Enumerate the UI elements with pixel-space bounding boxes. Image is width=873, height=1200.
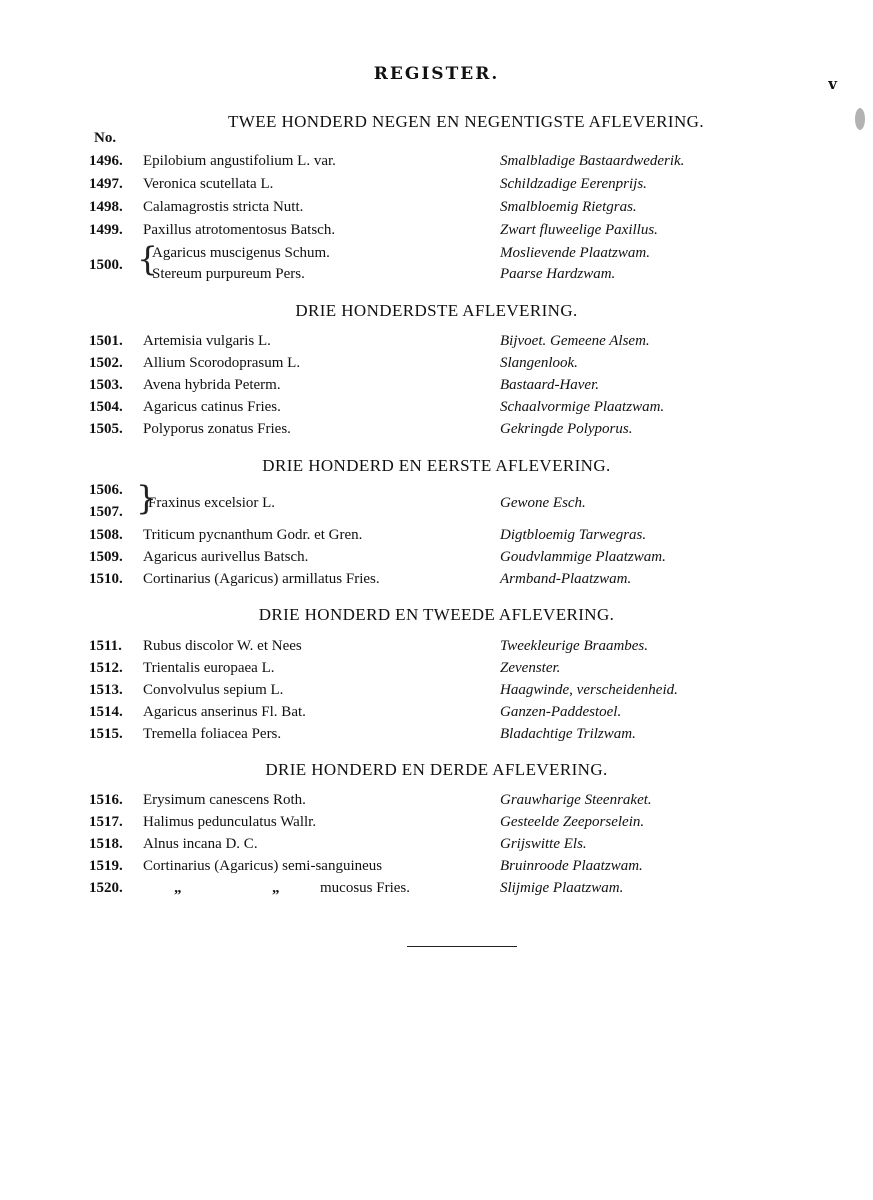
latin-name: Erysimum canescens Roth. [143, 792, 306, 808]
brace-icon: { [136, 478, 157, 517]
latin-name: Trientalis europaea L. [143, 660, 275, 676]
register-entry [0, 836, 873, 859]
latin-name: mucosus Fries. [320, 880, 410, 896]
latin-name: Cortinarius (Agaricus) armillatus Fries. [143, 571, 380, 587]
entry-number: 1519. [89, 858, 123, 874]
entry-number: 1500. [89, 257, 123, 273]
dutch-name: Bladachtige Trilzwam. [500, 726, 636, 742]
dutch-name: Slijmige Plaatzwam. [500, 880, 624, 896]
dutch-name: Gekringde Polyporus. [500, 421, 633, 437]
entry-number: 1496. [89, 153, 123, 169]
register-entry [0, 880, 873, 903]
dutch-name: Gewone Esch. [500, 495, 586, 511]
latin-name: Polyporus zonatus Fries. [143, 421, 291, 437]
latin-name: Calamagrostis stricta Nutt. [143, 199, 304, 215]
entry-number: 1515. [89, 726, 123, 742]
register-entry [0, 571, 873, 594]
latin-name: Avena hybrida Peterm. [143, 377, 281, 393]
entry-number: 1513. [89, 682, 123, 698]
latin-name: Agaricus muscigenus Schum. [152, 245, 330, 261]
section-heading: DRIE HONDERD EN EERSTE AFLEVERING. [262, 456, 611, 475]
register-entry [0, 549, 873, 572]
entry-number: 1511. [89, 638, 122, 654]
entry-number: 1518. [89, 836, 123, 852]
latin-name: Paxillus atrotomentosus Batsch. [143, 222, 336, 238]
ditto-mark: „ [272, 880, 280, 896]
latin-name: Agaricus catinus Fries. [143, 399, 281, 415]
register-entry [0, 682, 873, 705]
register-entry [0, 814, 873, 837]
register-entry [0, 858, 873, 881]
dutch-name: Schaalvormige Plaatzwam. [500, 399, 665, 415]
register-entry [0, 638, 873, 661]
latin-name: Allium Scorodoprasum L. [143, 355, 301, 371]
entry-number: 1505. [89, 421, 123, 437]
dutch-name: Bruinroode Plaatzwam. [500, 858, 643, 874]
entry-number: 1506. [89, 482, 123, 498]
dutch-name: Slangenlook. [500, 355, 578, 371]
latin-name: Veronica scutellata L. [143, 176, 274, 192]
latin-name: Rubus discolor W. et Nees [143, 638, 302, 654]
entry-number: 1502. [89, 355, 123, 371]
scan-speck [855, 108, 865, 130]
entry-number: 1517. [89, 814, 123, 830]
entry-number: 1507. [89, 504, 123, 520]
latin-name: Epilobium angustifolium L. var. [143, 153, 336, 169]
entry-number: 1512. [89, 660, 123, 676]
dutch-name: Haagwinde, verscheidenheid. [500, 682, 678, 698]
register-entry [0, 153, 873, 176]
dutch-name: Smalbloemig Rietgras. [500, 199, 637, 215]
ditto-mark: „ [174, 880, 182, 896]
section-heading: DRIE HONDERD EN TWEEDE AFLEVERING. [258, 605, 615, 624]
register-entry [0, 399, 873, 422]
latin-name: Stereum purpureum Pers. [152, 266, 305, 282]
entry-number: 1514. [89, 704, 123, 720]
register-entry [0, 266, 873, 289]
register-entry [0, 660, 873, 683]
register-entry [0, 245, 873, 268]
dutch-name: Smalbladige Bastaardwederik. [500, 153, 685, 169]
dutch-name: Digtbloemig Tarwegras. [500, 527, 647, 543]
dutch-name: Ganzen-Paddestoel. [500, 704, 622, 720]
latin-name: Halimus pedunculatus Wallr. [143, 814, 317, 830]
entry-number: 1510. [89, 571, 123, 587]
register-entry [0, 377, 873, 400]
entry-number: 1508. [89, 527, 123, 543]
latin-name: Agaricus aurivellus Batsch. [143, 549, 309, 565]
entry-number: 1516. [89, 792, 123, 808]
entry-number: 1498. [89, 199, 123, 215]
dutch-name: Bijvoet. Gemeene Alsem. [500, 333, 650, 349]
dutch-name: Zevenster. [500, 660, 561, 676]
entry-number: 1503. [89, 377, 123, 393]
section-heading: DRIE HONDERD EN DERDE AFLEVERING. [265, 760, 608, 779]
register-entry [0, 199, 873, 222]
dutch-name: Bastaard-Haver. [500, 377, 600, 393]
dutch-name: Tweekleurige Braambes. [500, 638, 649, 654]
register-entry [0, 222, 873, 245]
latin-name: Alnus incana D. C. [143, 836, 258, 852]
section-heading: DRIE HONDERDSTE AFLEVERING. [295, 301, 578, 320]
dutch-name: Grijswitte Els. [500, 836, 587, 852]
dutch-name: Gesteelde Zeeporselein. [500, 814, 645, 830]
register-entry [0, 704, 873, 727]
page-title: REGISTER. [373, 64, 500, 84]
register-entry [0, 792, 873, 815]
latin-name: Agaricus anserinus Fl. Bat. [143, 704, 306, 720]
register-entry [0, 355, 873, 378]
latin-name: Cortinarius (Agaricus) semi-sanguineus [143, 858, 383, 874]
brace-icon: { [137, 239, 158, 278]
entry-number: 1499. [89, 222, 123, 238]
register-entry [0, 176, 873, 199]
entry-number: 1509. [89, 549, 123, 565]
register-entry [0, 333, 873, 356]
entry-number: 1504. [89, 399, 123, 415]
dutch-name: Moslievende Plaatzwam. [500, 245, 650, 261]
latin-name: Fraxinus excelsior L. [148, 495, 276, 511]
register-entry [0, 726, 873, 749]
register-entry [0, 527, 873, 550]
dutch-name: Zwart fluweelige Paxillus. [500, 222, 658, 238]
entry-number: 1497. [89, 176, 123, 192]
latin-name: Tremella foliacea Pers. [143, 726, 282, 742]
register-entry [0, 421, 873, 444]
closing-rule [407, 946, 517, 947]
latin-name: Triticum pycnanthum Godr. et Gren. [143, 527, 363, 543]
dutch-name: Schildzadige Eerenprijs. [500, 176, 647, 192]
page-mark: v [828, 75, 837, 93]
latin-name: Artemisia vulgaris L. [143, 333, 271, 349]
dutch-name: Paarse Hardzwam. [500, 266, 616, 282]
number-column-label: No. [94, 130, 117, 146]
entry-number: 1520. [89, 880, 123, 896]
entry-number: 1501. [89, 333, 123, 349]
dutch-name: Goudvlammige Plaatzwam. [500, 549, 666, 565]
register-entry [0, 495, 873, 518]
section-heading: TWEE HONDERD NEGEN EN NEGENTIGSTE AFLEVERING. [228, 112, 704, 131]
dutch-name: Armband-Plaatzwam. [500, 571, 632, 587]
dutch-name: Grauwharige Steenraket. [500, 792, 652, 808]
latin-name: Convolvulus sepium L. [143, 682, 284, 698]
